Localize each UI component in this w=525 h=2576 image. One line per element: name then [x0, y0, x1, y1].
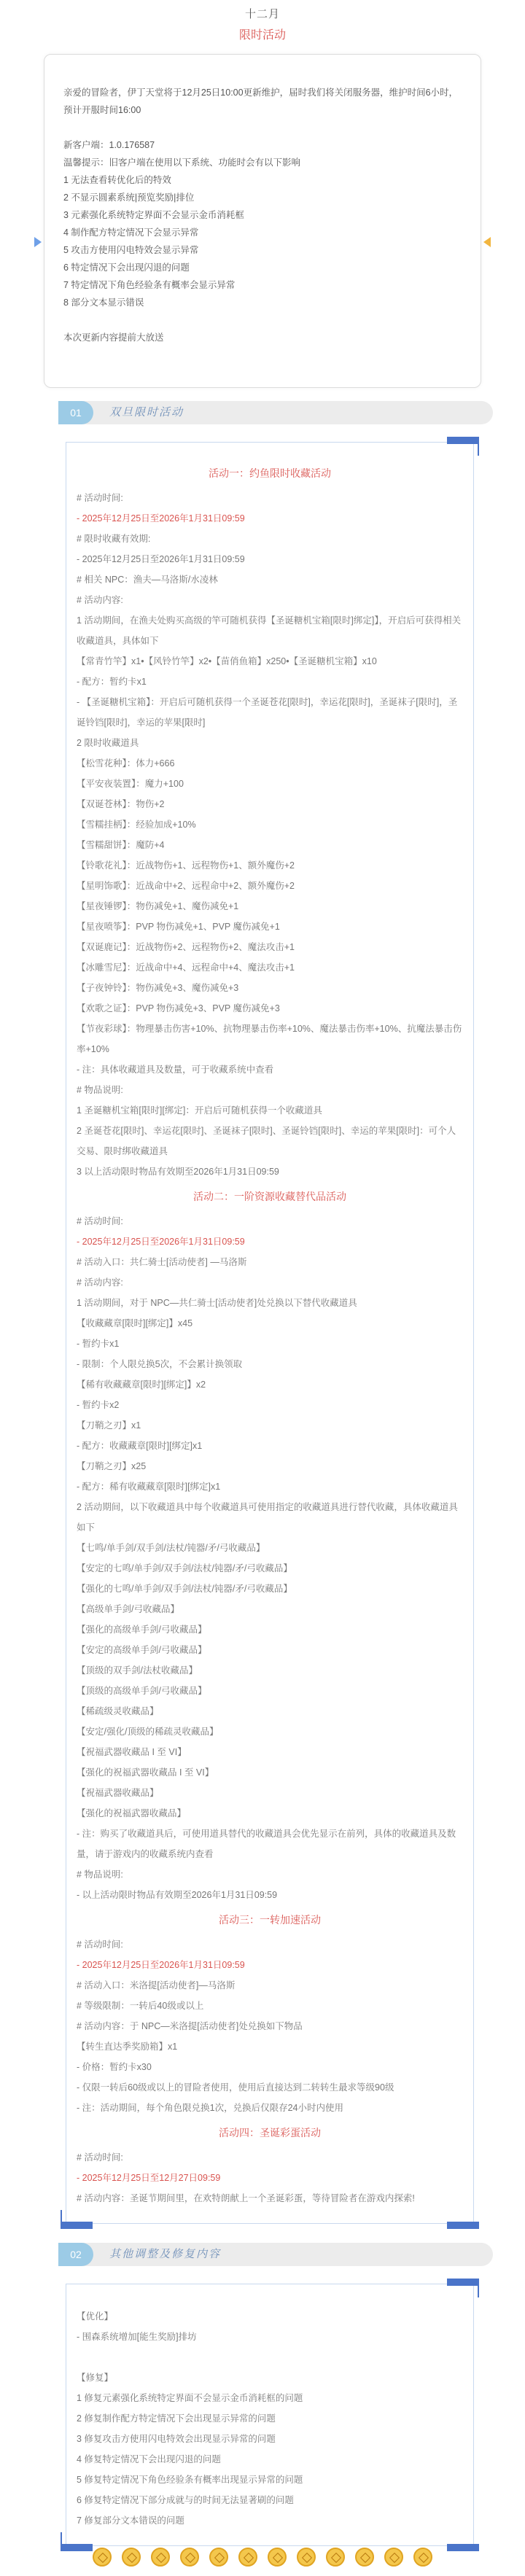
content-line: # 限时收藏有效期: [77, 534, 151, 544]
content-line: 【平安夜装置】：魔力+100 [77, 779, 184, 789]
content-line: 【铃歌花礼】：近战物伤+1、远程物伤+1、额外魔伤+2 [77, 860, 295, 871]
content-line: # 活动内容：圣诞节期间里，在欢特朗献上一个圣诞彩蛋，等待冒险者在游戏内探索! [77, 2193, 415, 2203]
content-line: - 注：具体收藏道具及数量，可于收藏系统中查看 [77, 1065, 274, 1075]
coin-icon [238, 2548, 257, 2567]
content-line: # 活动时间: [77, 493, 123, 503]
content-line: 【优化】 [77, 2311, 114, 2322]
notice-line: 3 元素强化系统特定界面不会显示金币消耗框 [63, 210, 244, 220]
content-line: - 暂约卡x2 [77, 1400, 120, 1410]
content-line: - 配方：收藏藏章[限时][绑定]x1 [77, 1441, 203, 1451]
activity-heading: 活动三：一转加速活动 [219, 1914, 321, 1926]
content-line: 【七鸣/单手剑/双手剑/法杖/钝器/矛/弓收藏品】 [77, 1543, 265, 1553]
content-line: 【节夜彩球】：物理暴击伤害+10%、抗物理暴击伤率+10%、魔法暴击伤率+10%、抗魔法暴击伤率+10% [77, 1024, 462, 1054]
content-line: - 注：购买了收藏道具后，可使用道具替代的收藏道具会优先显示在前列，具体的收藏道具及数量，请于游戏内的收藏系统内查看 [77, 1829, 456, 1859]
content-line: 1 修复元素强化系统特定界面不会显示金币消耗框的问题 [77, 2393, 303, 2403]
content-line: 1 活动期间，对于 NPC—共仁骑士[活动使者]处兑换以下替代收藏道具 [77, 1298, 357, 1308]
content-line: 【雪糯挂柄】：经验加成+10% [77, 820, 196, 830]
content-line: - 2025年12月25日至2026年1月31日09:59 [77, 1237, 245, 1247]
content-line: 【刀鞘之刃】x1 [77, 1420, 141, 1431]
coin-icon [326, 2548, 345, 2567]
content-line: 4 修复特定情况下会出现闪退的问题 [77, 2454, 221, 2464]
header-date: 十二月 [244, 8, 280, 20]
section-header-1 [58, 401, 493, 424]
section-title: 其他调整及修复内容 [109, 2248, 222, 2260]
content-line: 【常青竹竿】x1•【风铃竹竿】x2•【苗俏鱼箱】x250•【圣诞糖机宝箱】x10 [77, 656, 377, 666]
content-line: - 2025年12月25日至2026年1月31日09:59 [77, 513, 245, 524]
content-line: - 仅限一转后60级或以上的冒险者使用，使用后直接达到二转转生最求等级90级 [77, 2082, 394, 2093]
coin-icon [297, 2548, 316, 2567]
notice-list [63, 136, 462, 311]
coin-icon [122, 2548, 141, 2567]
section-2-lines [77, 2306, 463, 2531]
section-number: 01 [58, 401, 93, 424]
content-line: 【双诞苍林】：物伤+2 [77, 799, 165, 809]
activity-heading: 活动四：圣诞彩蛋活动 [219, 2127, 321, 2139]
content-line: 【强化的七鸣/单手剑/双手剑/法杖/钝器/矛/弓收藏品】 [77, 1584, 292, 1594]
corner-decoration [447, 437, 479, 444]
content-line: - 配方：稀有收藏藏章[限时][绑定]x1 [77, 1482, 221, 1492]
content-line: 【收藏藏章[限时][绑定]】x45 [77, 1318, 193, 1328]
activity-heading: 活动一：约鱼限时收藏活动 [209, 467, 331, 479]
content-line: - 以上活动限时物品有效期至2026年1月31日09:59 [77, 1890, 278, 1900]
notice-line: 5 攻击方使用闪电特效会显示异常 [63, 245, 199, 255]
notice-line: 7 特定情况下角色经验条有概率会显示异常 [63, 280, 236, 290]
content-line: 【欢歌之证】：PVP 物伤减免+3、PVP 魔伤减免+3 [77, 1003, 280, 1013]
notice-line: 2 不显示圆素系统|预览奖励|排位 [63, 192, 195, 203]
content-line: 1 活动期间，在渔夫处购买高级的竿可随机获得【圣诞糖机宝箱[限时]绑定]】，开启后可获得相关收藏道具，具体如下 [77, 615, 462, 646]
content-line: - 2025年12月25日至12月27日09:59 [77, 2173, 221, 2183]
content-line: 【星夜锤锣】：物伤减免+1、魔伤减免+1 [77, 901, 239, 911]
notice-line: 新客户端：1.0.176587 [63, 140, 155, 150]
notice-line: 温馨提示：旧客户端在使用以下系统、功能时会有以下影响 [63, 157, 301, 168]
content-line: 【刀鞘之刃】x25 [77, 1461, 147, 1471]
coin-icon [93, 2548, 112, 2567]
section-number: 02 [58, 2243, 93, 2266]
content-line: 1 圣诞糖机宝箱[限时][绑定]：开启后可随机获得一个收藏道具 [77, 1105, 322, 1116]
content-line: 【顶级的双手剑/法杖收藏品】 [77, 1665, 198, 1676]
content-line: # 活动时间: [77, 1216, 123, 1226]
content-line: # 活动入口：米洛提[活动使者]—马洛斯 [77, 1980, 236, 1991]
content-line: 2 限时收藏道具 [77, 738, 139, 748]
content-line: 【强化的祝福武器收藏品】 [77, 1808, 187, 1818]
content-line: 【安定/强化/顶级的稀疏灵收藏品】 [77, 1727, 219, 1737]
notice-footer: 本次更新内容提前大放送 [63, 332, 164, 343]
notice-line: 6 特定情况下会出现闪退的问题 [63, 262, 190, 273]
coin-icon [209, 2548, 228, 2567]
content-line: # 物品说明: [77, 1085, 123, 1095]
content-line: - 配方：暂约卡x1 [77, 677, 147, 687]
bottom-decoration [0, 2538, 525, 2576]
content-line: - 2025年12月25日至2026年1月31日09:59 [77, 554, 245, 564]
section-1-content [66, 442, 474, 2224]
content-line: 【双诞鹿记】：近战物伤+2、远程物伤+2、魔法攻击+1 [77, 942, 295, 952]
coin-icon [384, 2548, 403, 2567]
content-line: - 注：活动期间，每个角色限兑换1次，兑换后仅限存24小时内使用 [77, 2103, 343, 2113]
content-line: # 等级限制：一转后40级或以上 [77, 2001, 204, 2011]
section-header-2 [58, 2243, 493, 2266]
notice-line: 1 无法查看转优化后的特效 [63, 175, 171, 185]
content-line: 【强化的祝福武器收藏品 I 至 VI】 [77, 1767, 214, 1778]
content-line: - 围森系统增加[能生奖励]排坊 [77, 2332, 197, 2342]
content-line: 2 修复制作配方特定情况下会出现显示异常的问题 [77, 2413, 276, 2424]
corner-decoration [447, 2222, 479, 2229]
content-line: 【星明饰歌】：近战命中+2、远程命中+2、额外魔伤+2 [77, 881, 295, 891]
notice-line: 8 部分文本显示错误 [63, 297, 144, 308]
coin-icon [151, 2548, 170, 2567]
right-arrow-icon [483, 237, 491, 247]
content-line: - 价格：暂约卡x30 [77, 2062, 152, 2072]
content-line: 2 活动期间，以下收藏道具中每个收藏道具可使用指定的收藏道具进行替代收藏，具体收藏道具如下 [77, 1502, 458, 1533]
content-line: 【稀有收藏藏章[限时][绑定]】x2 [77, 1380, 206, 1390]
content-line: 【稀疏级灵收藏品】 [77, 1706, 159, 1716]
content-line: - 2025年12月25日至2026年1月31日09:59 [77, 1960, 245, 1970]
content-line: # 活动内容：于 NPC—米洛提[活动使者]处兑换如下物品 [77, 2021, 303, 2031]
content-line: 3 修复攻击方使用闪电特效会出现显示异常的问题 [77, 2434, 276, 2444]
content-line: # 活动时间: [77, 2152, 123, 2163]
notice-intro: 亲爱的冒险者，伊丁天堂将于12月25日10:00更新维护，届时我们将关闭服务器，维护时间6小时，预计开服时间16:00 [63, 87, 459, 115]
content-line: # 活动时间: [77, 1939, 123, 1950]
content-line: - 限制：个人限兑换5次，不会累计换领取 [77, 1359, 243, 1369]
content-line: 2 圣诞苍花[限时]、幸运花[限时]、圣诞袜子[限时]、圣诞铃铛[限时]、幸运的苹果[限时]：可个人交易、限时绑收藏道具 [77, 1126, 456, 1156]
content-line: 【星夜喷筝】：PVP 物伤减免+1、PVP 魔伤减免+1 [77, 922, 280, 932]
corner-decoration [61, 2222, 93, 2229]
content-line: - 【圣诞糖机宝箱】：开启后可随机获得一个圣诞苍花[限时]，幸运花[限时]，圣诞袜子[限时]，圣诞铃铛[限时]，幸运的苹果[限时] [77, 697, 458, 728]
content-line: 【安定的高级单手剑/弓收藏品】 [77, 1645, 207, 1655]
section-2-content [66, 2284, 474, 2546]
page-header [0, 0, 525, 42]
content-line: # 相关 NPC：渔夫—马洛斯/水凌林 [77, 575, 218, 585]
content-line: 【顶级的高级单手剑/弓收藏品】 [77, 1686, 207, 1696]
content-line: 【子夜钟铃】：物伤减免+3、魔伤减免+3 [77, 983, 239, 993]
content-line: 【祝福武器收藏品】 [77, 1788, 159, 1798]
content-line: 7 修复部分文本错误的问题 [77, 2515, 184, 2526]
content-line: # 物品说明: [77, 1869, 123, 1880]
content-line: 【强化的高级单手剑/弓收藏品】 [77, 1624, 207, 1635]
content-line: 3 以上活动限时物品有效期至2026年1月31日09:59 [77, 1167, 279, 1177]
content-line: 【高级单手剑/弓收藏品】 [77, 1604, 179, 1614]
content-line: 【祝福武器收藏品 I 至 VI】 [77, 1747, 187, 1757]
content-line: 【转生直达季奖励箱】x1 [77, 2042, 178, 2052]
coin-icon [180, 2548, 199, 2567]
content-line: 【修复】 [77, 2373, 114, 2383]
page-title: 限时活动 [238, 29, 286, 42]
left-arrow-icon [34, 237, 42, 247]
content-line: # 活动内容: [77, 1277, 123, 1288]
section-title: 双旦限时活动 [109, 406, 184, 419]
notice-line: 4 制作配方特定情况下会显示异常 [63, 227, 199, 238]
maintenance-notice-card [44, 54, 481, 388]
content-line: - 暂约卡x1 [77, 1339, 120, 1349]
corner-decoration [447, 2279, 479, 2286]
activity-heading: 活动二：一阶资源收藏替代品活动 [193, 1191, 346, 1202]
coin-icon [355, 2548, 374, 2567]
section-1-lines [77, 463, 463, 2209]
content-line: 6 修复特定情况下部分成就与的时间无法显著刷的问题 [77, 2495, 294, 2505]
content-line: # 活动内容: [77, 595, 123, 605]
content-line: 5 修复特定情况下角色经验条有概率出现显示异常的问题 [77, 2475, 303, 2485]
coin-icon [413, 2548, 432, 2567]
content-line: 【雪糯甜饼】：魔防+4 [77, 840, 165, 850]
content-line: 【松雪花种】：体力+666 [77, 758, 175, 768]
content-line: 【安定的七鸣/单手剑/双手剑/法杖/钝器/矛/弓收藏品】 [77, 1563, 292, 1573]
coin-icon [268, 2548, 287, 2567]
content-line: # 活动入口：共仁骑士[活动使者] —马洛斯 [77, 1257, 247, 1267]
content-line: 【冰雕雪尼】：近战命中+4、远程命中+4、魔法攻击+1 [77, 962, 295, 973]
content-line [77, 2347, 463, 2367]
